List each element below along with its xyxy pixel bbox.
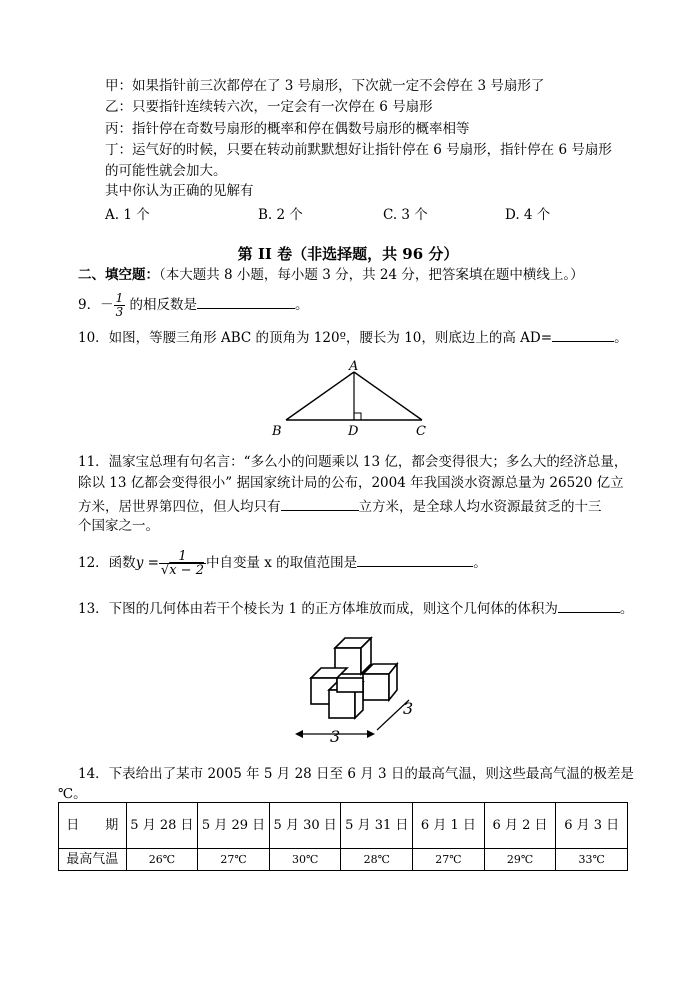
front-dimension-label: 3	[330, 727, 341, 746]
right-angle-mark	[354, 413, 361, 420]
question-14-line1: 14．下表给出了某市 2005 年 5 月 28 日至 6 月 3 日的最高气温，则这些最高气温的极差是	[78, 766, 634, 782]
cube-stack-figure	[285, 630, 425, 750]
table-row	[59, 849, 628, 871]
option-statement-ding-cont: 的可能性就会加大。	[105, 163, 227, 179]
q13-answer-blank[interactable]	[558, 598, 620, 613]
vertex-c-label: C	[416, 424, 426, 438]
temp-cell: 29℃	[484, 849, 556, 871]
q11-line3b: 立方米，是全球人均水资源最贫乏的十三	[358, 499, 602, 515]
header-day-1: 5 月 28 日	[126, 803, 198, 849]
header-day-4: 5 月 31 日	[341, 803, 413, 849]
choice-c: C. 3 个	[383, 207, 428, 223]
question-11-line4: 个国家之一。	[78, 518, 159, 534]
vertex-d-label: D	[348, 424, 359, 438]
header-day-2: 5 月 29 日	[198, 803, 270, 849]
section-title: 第 II 卷（非选择题，共 96 分）	[237, 245, 459, 263]
q12-prefix: 12．函数	[78, 555, 136, 571]
q12-answer-blank[interactable]	[357, 552, 473, 567]
section-instruction-text: （本大题共 8 小题，每小题 3 分，共 24 分，把答案填在题中横线上。）	[159, 267, 584, 283]
triangle-figure	[270, 358, 440, 438]
question-11-line1: 11．温家宝总理有句名言：“多么小的问题乘以 13 亿，都会变得很大；多么大的经济总量，	[78, 454, 628, 470]
option-statement-bing: 丙：指针停在奇数号扇形的概率和停在偶数号扇形的概率相等	[105, 121, 470, 137]
option-statement-yi: 乙：只要指针连续转六次，一定会有一次停在 6 号扇形	[105, 99, 433, 115]
temp-cell: 27℃	[198, 849, 270, 871]
header-day-6: 6 月 2 日	[484, 803, 556, 849]
q12-denominator: √x − 2	[160, 563, 204, 578]
choice-a: A. 1 个	[105, 207, 150, 223]
question-9	[78, 290, 309, 320]
q9-prefix: 9．－	[78, 297, 114, 313]
temp-cell: 26℃	[126, 849, 198, 871]
q10-text: 10．如图，等腰三角形 ABC 的顶角为 120º，腰长为 10，则底边上的高 AD=	[78, 330, 553, 346]
temp-cell: 30℃	[269, 849, 341, 871]
q12-fraction	[159, 550, 206, 577]
side-ac	[354, 372, 422, 420]
q9-end: 。	[295, 297, 309, 313]
q9-answer-blank[interactable]	[197, 294, 295, 309]
option-statement-ding: 丁：运气好的时候，只要在转动前默默想好让指针停在 6 号扇形，指针停在 6 号扇形	[105, 142, 612, 158]
question-14-line2: ℃。	[58, 786, 87, 802]
q12-numerator: 1	[159, 550, 206, 564]
temp-cell: 27℃	[413, 849, 485, 871]
question-10	[78, 327, 628, 347]
option-statement-jia: 甲：如果指针前三次都停在了 3 号扇形，下次就一定不会停在 3 号扇形了	[105, 78, 545, 94]
question-prompt: 其中你认为正确的见解有	[105, 183, 254, 199]
table-header-row	[59, 803, 628, 849]
temp-cell: 33℃	[556, 849, 628, 871]
q9-denominator: 3	[115, 305, 124, 319]
temp-cell: 28℃	[341, 849, 413, 871]
q12-y: y =	[135, 555, 159, 571]
question-11-line3	[78, 496, 602, 516]
question-13	[78, 598, 633, 618]
q13-text: 13．下图的几何体由若干个棱长为 1 的正方体堆放而成，则这个几何体的体积为	[78, 601, 558, 617]
q9-fraction	[114, 292, 126, 319]
vertex-a-label: A	[349, 359, 359, 374]
q10-answer-blank[interactable]	[552, 327, 614, 342]
section-heading: 二、填空题：	[78, 267, 159, 283]
q13-end: 。	[619, 601, 634, 617]
q11-line3a: 方米，居世界第四位，但人均只有	[78, 499, 281, 515]
vertex-b-label: B	[272, 424, 282, 438]
row-label: 最高气温	[59, 849, 127, 871]
q9-suffix: 的相反数是	[125, 297, 198, 313]
q12-end: 。	[473, 555, 487, 571]
header-day-7: 6 月 3 日	[556, 803, 628, 849]
header-day-5: 6 月 1 日	[413, 803, 485, 849]
q12-suffix: 中自变量 x 的取值范围是	[205, 555, 358, 571]
header-date: 日 期	[59, 803, 127, 849]
temperature-table	[58, 802, 628, 871]
section-instruction	[78, 266, 584, 284]
question-12	[78, 545, 487, 581]
choice-d: D. 4 个	[505, 207, 551, 223]
header-day-3: 5 月 30 日	[269, 803, 341, 849]
choice-b: B. 2 个	[258, 207, 303, 223]
q11-answer-blank[interactable]	[281, 496, 359, 511]
q9-numerator: 1	[115, 291, 124, 305]
side-ab	[286, 372, 354, 420]
question-11-line2: 除以 13 亿都会变得很小” 据国家统计局的公布，2004 年我国淡水资源总量为 26520 亿立	[78, 475, 624, 491]
q10-end: 。	[614, 330, 628, 346]
side-dimension-label: 3	[403, 699, 414, 718]
